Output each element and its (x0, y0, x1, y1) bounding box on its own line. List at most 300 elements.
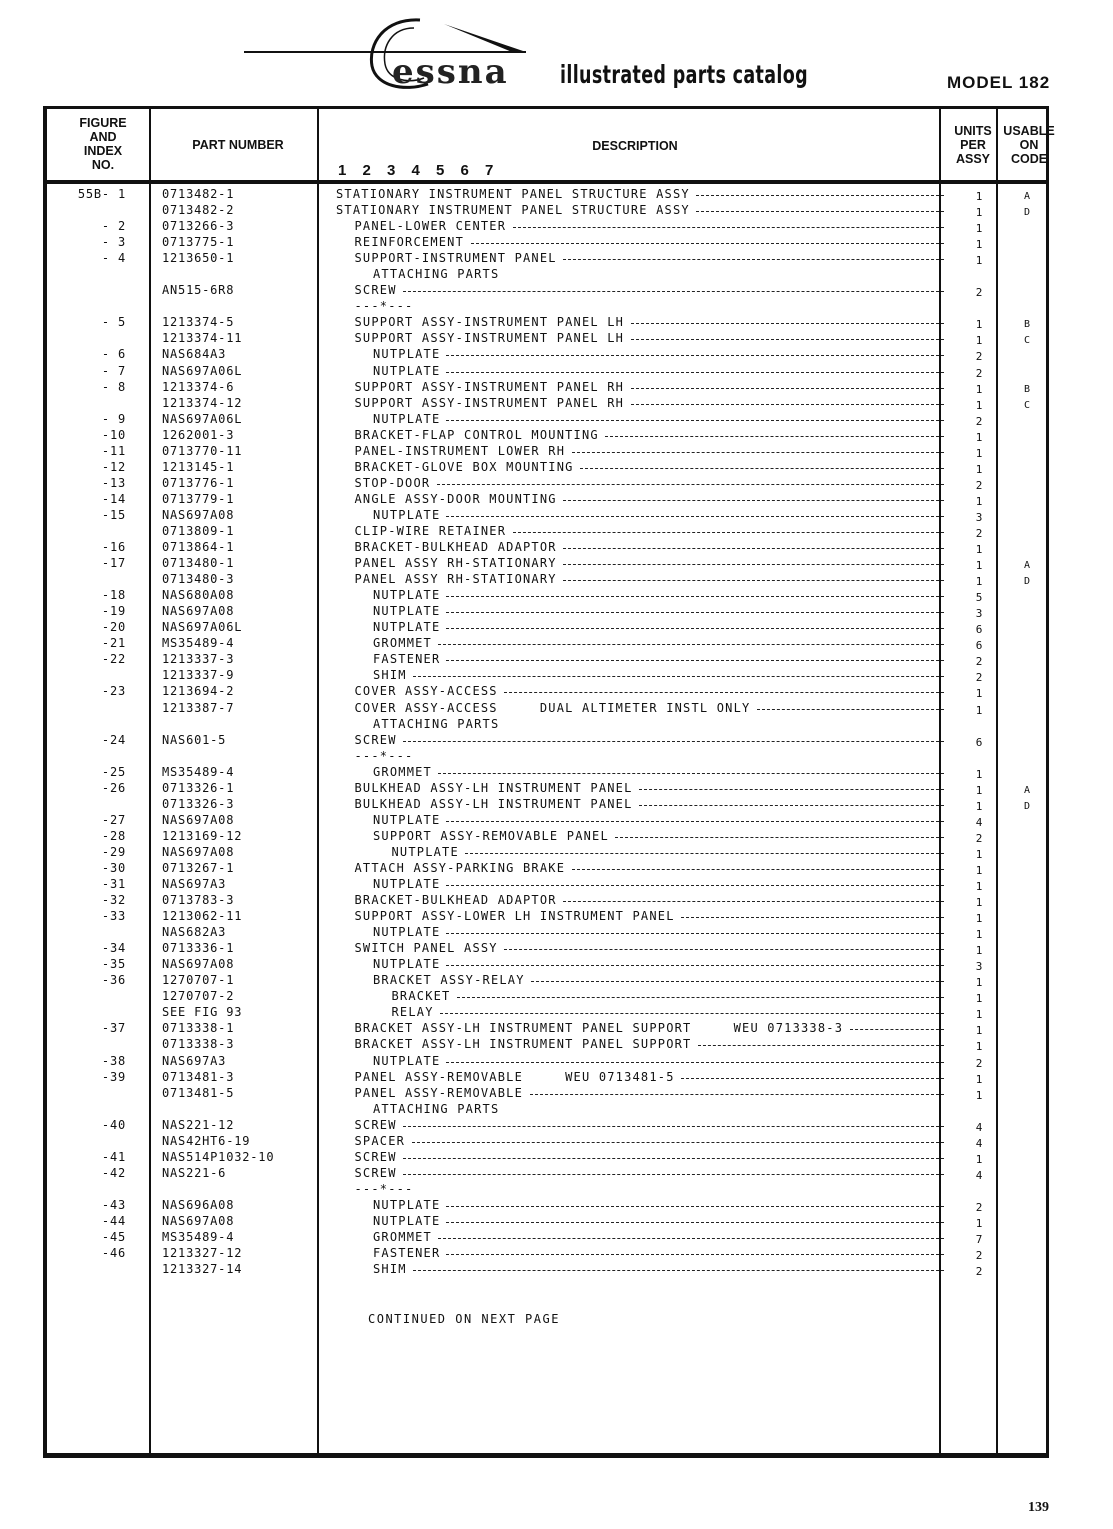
description: ---*--- (354, 748, 414, 763)
index-number: -23 (101, 684, 126, 699)
leader-line (437, 484, 944, 485)
description-cell (336, 1213, 946, 1229)
description-cell (336, 956, 946, 972)
units-per-assy: 1 (975, 1072, 983, 1086)
units-per-assy: 1 (975, 1024, 983, 1038)
table-row (0, 1085, 1113, 1101)
description-cell (336, 700, 946, 716)
index-number: - 9 (101, 411, 126, 426)
leader-line (563, 548, 944, 549)
description: SCREW (354, 1149, 397, 1164)
column-header-units: UNITS PER ASSY (954, 124, 992, 166)
units-per-assy: 1 (975, 206, 983, 220)
index-number: -46 (101, 1246, 126, 1261)
part-number: 1270707-1 (162, 973, 235, 988)
table-row (0, 539, 1113, 555)
description-cell (336, 250, 946, 266)
part-number: NAS697A08 (162, 507, 235, 522)
description-cell (336, 860, 946, 876)
description-cell (336, 555, 946, 571)
part-number: MS35489-4 (162, 636, 235, 651)
index-number: -36 (101, 973, 126, 988)
table-row (0, 635, 1113, 651)
leader-line (631, 339, 944, 340)
description: SUPPORT ASSY-LOWER LH INSTRUMENT PANEL (354, 909, 675, 924)
part-number: NAS697A08 (162, 844, 235, 859)
part-number: NAS696A08 (162, 1197, 235, 1212)
leader-line (457, 997, 944, 998)
units-per-assy: 4 (975, 1168, 983, 1182)
table-row (0, 764, 1113, 780)
description-cell (336, 507, 946, 523)
description-cell (336, 764, 946, 780)
part-number: 1213374-5 (162, 315, 235, 330)
index-number: -30 (101, 860, 126, 875)
part-number: NAS697A08 (162, 604, 235, 619)
units-per-assy: 3 (975, 607, 983, 621)
table-row (0, 1069, 1113, 1085)
units-per-assy: 1 (975, 1040, 983, 1054)
index-number: -15 (101, 507, 126, 522)
leader-line (438, 644, 944, 645)
index-number: -18 (101, 588, 126, 603)
leader-line (446, 933, 944, 934)
leader-line (413, 1270, 944, 1271)
description-cell (336, 716, 946, 732)
description: SUPPORT ASSY-INSTRUMENT PANEL LH (354, 331, 625, 346)
part-number: 0713864-1 (162, 540, 235, 555)
index-number: -42 (101, 1165, 126, 1180)
part-number: 1213337-9 (162, 668, 235, 683)
description-cell (336, 619, 946, 635)
description: NUTPLATE (373, 877, 441, 892)
leader-line (440, 1013, 944, 1014)
leader-line (438, 1238, 944, 1239)
leader-line (446, 1206, 944, 1207)
description: SCREW (354, 732, 397, 747)
part-number: NAS42HT6-19 (162, 1133, 251, 1148)
units-per-assy: 2 (975, 671, 983, 685)
table-row (0, 1117, 1113, 1133)
part-number: 1213650-1 (162, 251, 235, 266)
leader-line (446, 1222, 944, 1223)
description-cell (336, 218, 946, 234)
description: SUPPORT ASSY-INSTRUMENT PANEL RH (354, 395, 625, 410)
description-cell (336, 683, 946, 699)
leader-line (615, 837, 944, 838)
leader-line (605, 436, 944, 437)
part-number: 0713338-1 (162, 1021, 235, 1036)
leader-line (403, 741, 944, 742)
part-number: 1213387-7 (162, 700, 235, 715)
table-row (0, 908, 1113, 924)
leader-line (681, 917, 944, 918)
description: NUTPLATE (373, 588, 441, 603)
description-cell (336, 667, 946, 683)
part-number: 0713336-1 (162, 941, 235, 956)
part-number: 1213374-6 (162, 379, 235, 394)
index-number: -43 (101, 1197, 126, 1212)
table-row (0, 395, 1113, 411)
units-per-assy: 2 (975, 478, 983, 492)
units-per-assy: 1 (975, 575, 983, 589)
description-cell (336, 1117, 946, 1133)
column-header-figure: FIGURE AND INDEX NO. (79, 116, 127, 172)
part-number: 0713481-5 (162, 1085, 235, 1100)
index-number: -29 (101, 844, 126, 859)
continued-note: CONTINUED ON NEXT PAGE (368, 1312, 560, 1326)
usable-code: A (1023, 560, 1031, 572)
description: ATTACH ASSY-PARKING BRAKE (354, 860, 566, 875)
index-number: -45 (101, 1230, 126, 1245)
part-number: 0713266-3 (162, 219, 235, 234)
leader-line (696, 195, 944, 196)
index-number: -21 (101, 636, 126, 651)
units-per-assy: 2 (975, 526, 983, 540)
leader-line (850, 1029, 944, 1030)
units-per-assy: 1 (975, 703, 983, 717)
table-row (0, 1133, 1113, 1149)
part-number: 0713326-3 (162, 796, 235, 811)
catalog-title: illustrated parts catalog (560, 60, 809, 89)
part-number: 0713809-1 (162, 523, 235, 538)
index-number: -33 (101, 909, 126, 924)
index-number: -34 (101, 941, 126, 956)
part-number: 0713267-1 (162, 860, 235, 875)
part-number: NAS221-12 (162, 1117, 235, 1132)
units-per-assy: 2 (975, 831, 983, 845)
table-row (0, 924, 1113, 940)
index-number: -40 (101, 1117, 126, 1132)
description: ANGLE ASSY-DOOR MOUNTING (354, 491, 557, 506)
description: NUTPLATE (373, 363, 441, 378)
description: SUPPORT-INSTRUMENT PANEL (354, 251, 557, 266)
leader-line (446, 965, 944, 966)
table-row (0, 1036, 1113, 1052)
description: BULKHEAD ASSY-LH INSTRUMENT PANEL (354, 796, 633, 811)
description: SCREW (354, 283, 397, 298)
part-number: NAS697A06L (162, 363, 243, 378)
index-number: -19 (101, 604, 126, 619)
description-cell (336, 908, 946, 924)
units-per-assy: 1 (975, 767, 983, 781)
units-per-assy: 1 (975, 559, 983, 573)
description: SUPPORT ASSY-REMOVABLE PANEL (373, 828, 609, 843)
description-cell (336, 780, 946, 796)
part-number: NAS697A08 (162, 812, 235, 827)
units-per-assy: 1 (975, 318, 983, 332)
description-cell (336, 844, 946, 860)
description: BRACKET ASSY-RELAY (373, 973, 525, 988)
usable-code: B (1023, 383, 1031, 395)
table-row (0, 1245, 1113, 1261)
leader-line (681, 1078, 944, 1079)
table-row (0, 1004, 1113, 1020)
table-row (0, 282, 1113, 298)
part-number: NAS697A3 (162, 877, 227, 892)
description: SCREW (354, 1117, 397, 1132)
description: NUTPLATE (373, 620, 441, 635)
index-number: -44 (101, 1214, 126, 1228)
description-cell (336, 427, 946, 443)
part-number: NAS680A08 (162, 588, 235, 603)
table-row (0, 844, 1113, 860)
description: BRACKET-BULKHEAD ADAPTOR (354, 893, 557, 908)
index-number: -37 (101, 1021, 126, 1036)
description: NUTPLATE (373, 411, 441, 426)
part-number: 0713482-1 (162, 187, 235, 201)
column-header-usable-code: USABLE ON CODE (1003, 124, 1055, 166)
index-number: - 5 (101, 315, 126, 330)
units-per-assy: 2 (975, 1056, 983, 1070)
table-row (0, 667, 1113, 683)
description: PANEL-LOWER CENTER (354, 219, 507, 234)
usable-code: B (1023, 319, 1031, 331)
table-row (0, 1181, 1113, 1197)
description-cell (336, 651, 946, 667)
part-number: NAS697A3 (162, 1053, 227, 1068)
description: COVER ASSY-ACCESS DUAL ALTIMETER INSTL ONLY (354, 700, 751, 715)
table-row (0, 940, 1113, 956)
units-per-assy: 1 (975, 783, 983, 797)
leader-line (572, 869, 944, 870)
brand-wordmark: essna (392, 52, 509, 92)
leader-line (572, 452, 944, 453)
table-row (0, 491, 1113, 507)
description-cell (336, 1149, 946, 1165)
description-cell (336, 796, 946, 812)
index-number: - 6 (101, 347, 126, 362)
leader-line (403, 291, 944, 292)
part-number: NAS697A08 (162, 1214, 235, 1228)
description: STATIONARY INSTRUMENT PANEL STRUCTURE ASSY (336, 203, 690, 218)
indent-level-digits: 1 2 3 4 5 6 7 (338, 162, 500, 179)
index-number: - 4 (101, 251, 126, 266)
description: PANEL ASSY RH-STATIONARY (354, 572, 557, 587)
table-row (0, 427, 1113, 443)
leader-line (446, 516, 944, 517)
table-row (0, 828, 1113, 844)
description: STATIONARY INSTRUMENT PANEL STRUCTURE ASSY (336, 187, 690, 201)
units-per-assy: 2 (975, 350, 983, 364)
leader-line (446, 612, 944, 613)
description: NUTPLATE (373, 1197, 441, 1212)
description: ATTACHING PARTS (373, 267, 500, 282)
table-row (0, 1020, 1113, 1036)
description: FASTENER (373, 652, 441, 667)
index-number: -13 (101, 475, 126, 490)
index-number: -24 (101, 732, 126, 747)
parts-list (0, 186, 1113, 1277)
leader-line (412, 1142, 944, 1143)
description-cell (336, 1085, 946, 1101)
part-number: NAS697A08 (162, 957, 235, 972)
description-cell (336, 988, 946, 1004)
part-number: MS35489-4 (162, 764, 235, 779)
table-row (0, 218, 1113, 234)
description-cell (336, 411, 946, 427)
units-per-assy: 4 (975, 1120, 983, 1134)
part-number: 0713776-1 (162, 475, 235, 490)
leader-line (563, 901, 944, 902)
leader-line (580, 468, 944, 469)
description-cell (336, 940, 946, 956)
table-row (0, 298, 1113, 314)
description: SPACER (354, 1133, 406, 1148)
part-number: NAS697A06L (162, 620, 243, 635)
description-cell (336, 186, 946, 202)
index-number: -28 (101, 828, 126, 843)
description: NUTPLATE (373, 1214, 441, 1228)
description: ---*--- (354, 1181, 414, 1196)
units-per-assy: 5 (975, 591, 983, 605)
leader-line (631, 404, 944, 405)
leader-line (513, 227, 944, 228)
units-per-assy: 4 (975, 1136, 983, 1150)
leader-line (531, 981, 944, 982)
description: NUTPLATE (373, 925, 441, 940)
part-number: NAS221-6 (162, 1165, 227, 1180)
description: SUPPORT ASSY-INSTRUMENT PANEL RH (354, 379, 625, 394)
units-per-assy: 1 (975, 847, 983, 861)
column-header-description: DESCRIPTION (592, 139, 678, 153)
leader-line (504, 949, 944, 950)
index-number: -17 (101, 556, 126, 571)
part-number: 0713783-3 (162, 893, 235, 908)
description-cell (336, 491, 946, 507)
part-number: NAS682A3 (162, 925, 227, 940)
description-cell (336, 346, 946, 362)
units-per-assy: 1 (975, 543, 983, 557)
table-row (0, 587, 1113, 603)
description-cell (336, 1181, 946, 1197)
description: NUTPLATE (373, 604, 441, 619)
description: NUTPLATE (373, 1053, 441, 1068)
part-number: 1213374-12 (162, 395, 243, 410)
leader-line (446, 1254, 944, 1255)
units-per-assy: 1 (975, 928, 983, 942)
leader-line (446, 660, 944, 661)
description-cell (336, 876, 946, 892)
units-per-assy: 7 (975, 1233, 983, 1247)
description-cell (336, 298, 946, 314)
description: BRACKET (391, 989, 451, 1004)
table-row (0, 346, 1113, 362)
description-cell (336, 539, 946, 555)
table-row (0, 202, 1113, 218)
part-number: SEE FIG 93 (162, 1005, 243, 1020)
index-number: -11 (101, 443, 126, 458)
part-number: 0713775-1 (162, 235, 235, 250)
description: ATTACHING PARTS (373, 1101, 500, 1116)
table-row (0, 379, 1113, 395)
units-per-assy: 1 (975, 976, 983, 990)
units-per-assy: 6 (975, 623, 983, 637)
usable-code: A (1023, 784, 1031, 796)
table-row (0, 892, 1113, 908)
description: BRACKET ASSY-LH INSTRUMENT PANEL SUPPORT WEU 0713338-3 (354, 1021, 844, 1036)
description-cell (336, 379, 946, 395)
usable-code: D (1023, 800, 1031, 812)
header-rule (45, 180, 1047, 184)
leader-line (563, 580, 944, 581)
usable-code: D (1023, 576, 1031, 588)
units-per-assy: 1 (975, 799, 983, 813)
part-number: NAS514P1032-10 (162, 1149, 275, 1164)
table-row (0, 443, 1113, 459)
description: GROMMET (373, 764, 432, 779)
table-row (0, 1213, 1113, 1229)
table-row (0, 748, 1113, 764)
description-cell (336, 1036, 946, 1052)
description: NUTPLATE (373, 957, 441, 972)
units-per-assy: 2 (975, 414, 983, 428)
description-cell (336, 828, 946, 844)
description: SCREW (354, 1165, 397, 1180)
units-per-assy: 1 (975, 1088, 983, 1102)
units-per-assy: 1 (975, 462, 983, 476)
description: ATTACHING PARTS (373, 716, 500, 731)
leader-line (465, 853, 944, 854)
leader-line (631, 388, 944, 389)
index-number: -26 (101, 780, 126, 795)
part-number: NAS601-5 (162, 732, 227, 747)
units-per-assy: 1 (975, 494, 983, 508)
leader-line (446, 596, 944, 597)
units-per-assy: 6 (975, 735, 983, 749)
leader-line (639, 789, 944, 790)
description-cell (336, 603, 946, 619)
table-row (0, 700, 1113, 716)
part-number: 1213145-1 (162, 459, 235, 474)
part-number: 0713770-11 (162, 443, 243, 458)
description-cell (336, 924, 946, 940)
leader-line (446, 821, 944, 822)
description: ---*--- (354, 299, 414, 314)
description: BRACKET-BULKHEAD ADAPTOR (354, 540, 557, 555)
leader-line (413, 676, 944, 677)
table-row (0, 988, 1113, 1004)
table-row (0, 716, 1113, 732)
leader-line (698, 1045, 944, 1046)
description-cell (336, 1053, 946, 1069)
part-number: 1262001-3 (162, 427, 235, 442)
leader-line (446, 1062, 944, 1063)
leader-line (446, 372, 944, 373)
description: REINFORCEMENT (354, 235, 465, 250)
table-row (0, 860, 1113, 876)
part-number: 1213374-11 (162, 331, 243, 346)
page-number: 139 (1028, 1500, 1049, 1515)
description: BULKHEAD ASSY-LH INSTRUMENT PANEL (354, 780, 633, 795)
description: SWITCH PANEL ASSY (354, 941, 498, 956)
description-cell (336, 812, 946, 828)
units-per-assy: 2 (975, 1249, 983, 1263)
units-per-assy: 1 (975, 1217, 983, 1230)
description: GROMMET (373, 1230, 432, 1245)
description: RELAY (391, 1005, 434, 1020)
description: FASTENER (373, 1246, 441, 1261)
usable-code: A (1023, 191, 1031, 202)
units-per-assy: 1 (975, 863, 983, 877)
description-cell (336, 1261, 946, 1277)
table-row (0, 683, 1113, 699)
description: SHIM (373, 1262, 407, 1277)
description: PANEL-INSTRUMENT LOWER RH (354, 443, 566, 458)
table-row (0, 1229, 1113, 1245)
units-per-assy: 1 (975, 334, 983, 348)
leader-line (403, 1158, 944, 1159)
